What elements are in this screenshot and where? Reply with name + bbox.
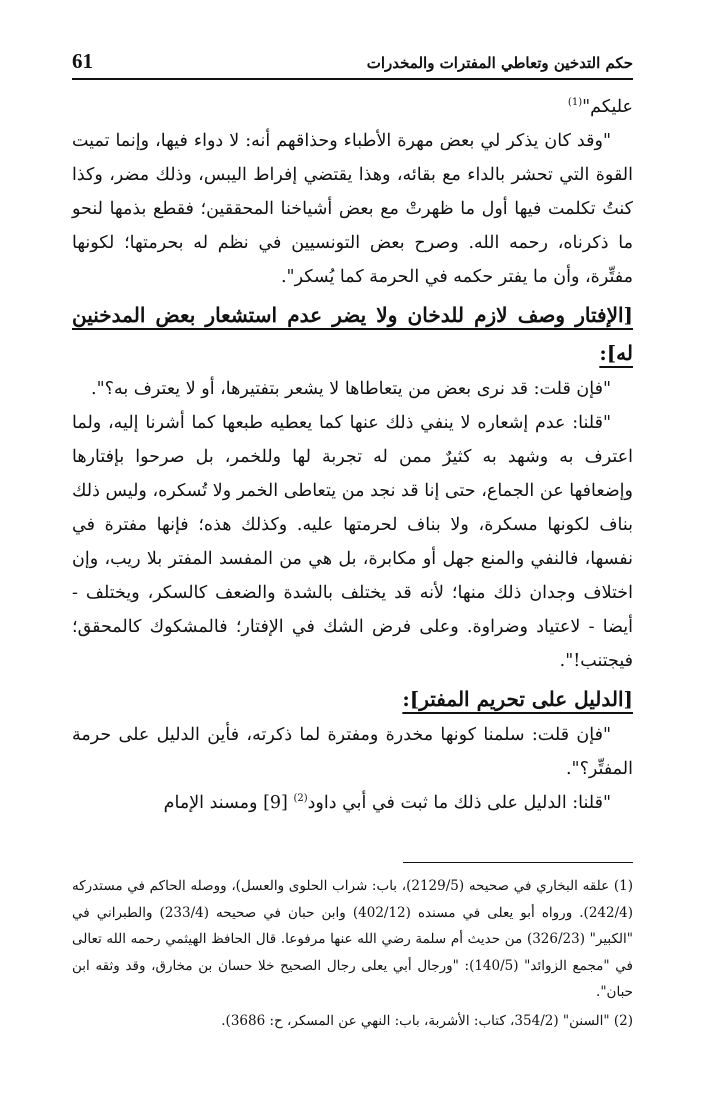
footnote-divider <box>403 862 633 863</box>
page-header <box>72 40 633 80</box>
paragraph-continuation <box>72 90 633 124</box>
paragraph-text: [9] ومسند الإمام <box>163 793 294 813</box>
paragraph-doctors-quote: "وقد كان يذكر لي بعض مهرة الأطباء وحذاقهم أنه: لا دواء فيها، وإنما تميت القوة التي تحشر بالداء مع بقائه، وهذا يقتضي إفراط اليبس، وذلك مضر، وكذا كنتُ تكلمت فيها أول ما ظهرتْ مع بعض أشياخنا المحققين؛ فقطع بذمها لنحو ما ذكرناه، رحمه الله. وصرح بعض التونسيين في نظم له بحرمتها؛ لكونها مفتِّرة، وأن ما يفتر حكمه في الحرمة كما يُسكر". <box>72 131 633 287</box>
footnote-ref-2: (2) <box>293 793 308 805</box>
paragraph-answer-1: "قلنا: عدم إشعاره لا ينفي ذلك عنها كما يعطيه طبعها كما أشرنا إليه، ولما اعترف به وشهد به كثيرٌ ممن له تجربة لها وللخمر، بل صرحوا بإفتارها وإضعافها عن الجماع، حتى إنا قد نجد من يتعاطى الخمر ولا تُسكره، وليس ذلك بناف لكونها مسكرة، ولا بناف لحرمتها عليه. وكذلك هذه؛ فإنها مفترة في نفسها، فالنفي والمنع جهل أو مكابرة، بل هي من المفسد المفتر بلا ريب، وإن اختلاف وجدان ذلك منها؛ لأنه قد يختلف بالشدة والضعف كالسكر، ويختلف - أيضا - لاعتياد وضراوة. وعلى فرض الشك في الإفتار؛ فالمشكوك كالمحقق؛ فيجتنب!". <box>72 413 633 671</box>
section-heading-wrapper <box>72 678 633 718</box>
section-heading-evidence: [الدليل على تحريم المفتر]: <box>402 687 633 711</box>
paragraph-answer-2 <box>72 786 633 820</box>
paragraph-text: عليكم" <box>582 97 633 117</box>
footnote-1: (1) علقه البخاري في صحيحه (2129/5)، باب: شراب الحلوى والعسل)، ووصله الحاكم في مستدركه (242/4). ورواه أبو يعلى في مسنده (402/12) وابن حبان في صحيحه (233/4) والطبراني في "الكبير" (326/23) من حديث أم سلمة رضي الله عنها مرفوعا. قال الحافظ الهيثمي رحمه الله تعالى في "مجمع الزوائد" (140/5): "ورجال أبي يعلى رجال الصحيح خلا حسان بن مخارق، وقد وثقه ابن حبان". <box>72 878 634 1000</box>
paragraph-question-1: "فإن قلت: قد نرى بعض من يتعاطاها لا يشعر بتفتيرها، أو لا يعترف به؟". <box>91 379 611 399</box>
footnotes <box>72 862 633 1034</box>
paragraph-question-2: "فإن قلت: سلمنا كونها مخدرة ومفترة لما ذكرته، فأين الدليل على حرمة المفتِّر؟". <box>72 725 633 779</box>
footnote-ref-1: (1) <box>567 97 583 109</box>
section-heading-ifter: [الإفتار وصف لازم للدخان ولا يضر عدم استشعار بعض المدخنين له]: <box>72 303 633 365</box>
running-title: حكم التدخين وتعاطي المفترات والمخدرات <box>366 54 633 72</box>
page-number: 61 <box>72 49 93 73</box>
paragraph-text: "قلنا: الدليل على ذلك ما ثبت في أبي داود <box>307 793 611 813</box>
page-body <box>72 90 633 820</box>
footnote-2: (2) "السنن" (354/2، كتاب: الأشربة، باب: النهي عن المسكر، ح: 3686). <box>221 1012 633 1029</box>
